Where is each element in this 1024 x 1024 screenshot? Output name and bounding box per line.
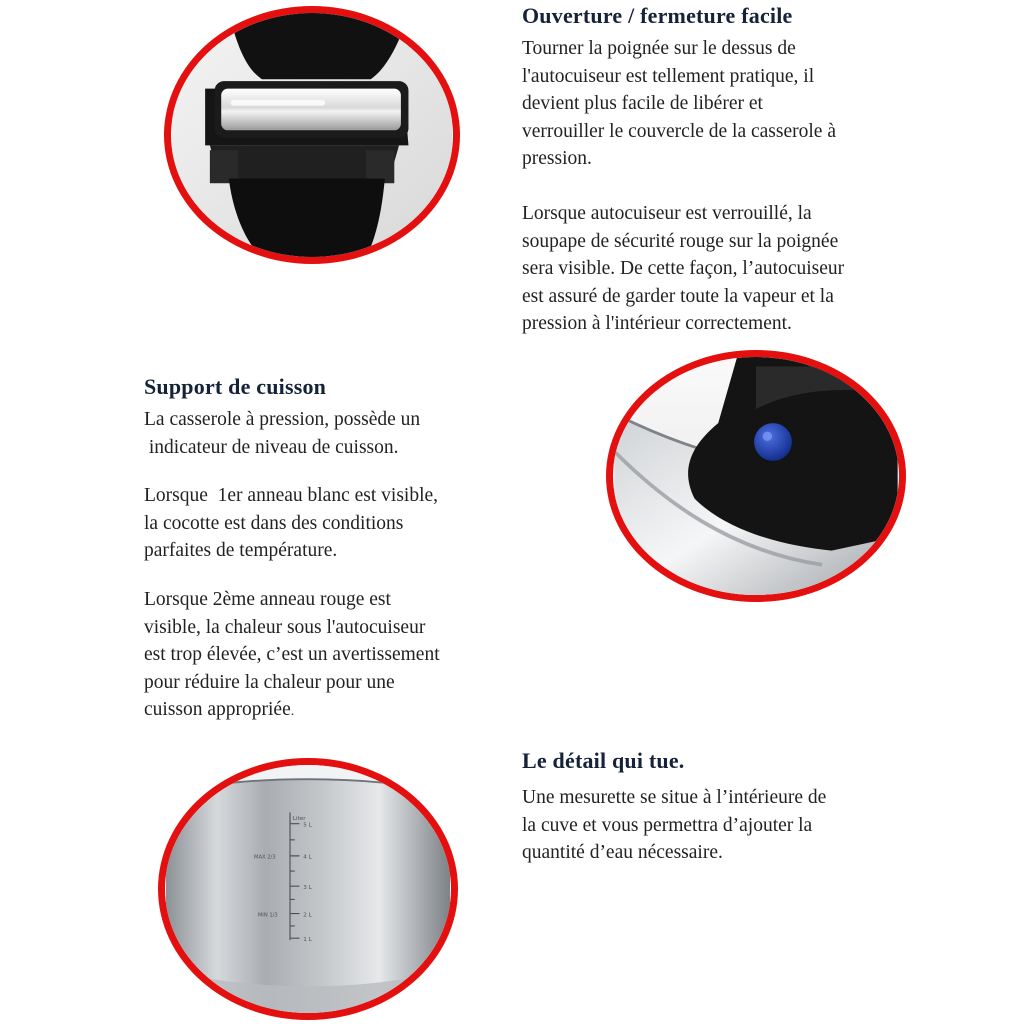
measuring-scale-illustration [165,765,451,1013]
paragraph-opening-1 [522,35,836,173]
text-line: la cocotte est dans des conditions [144,512,404,534]
text-line: Lorsque autocuiseur est verrouillé, la [522,203,812,224]
section-title-support: Support de cuisson [144,374,327,399]
pot-handle-image [164,6,460,264]
text-line: Une mesurette se situe à l’intérieure de [522,787,827,808]
pot-handle-illustration [171,13,453,257]
text-line: est trop élevée, c’est un avertissement [144,644,440,665]
scale-max-label: MAX 2/3 [254,854,276,861]
blue-valve-indicator [754,423,792,461]
text-line-last: cuisson appropriée [144,699,291,720]
text-line: est assuré de garder toute la vapeur et la [522,285,834,307]
scale-unit: Liter [292,815,306,822]
text-line: La casserole à pression, possède un [144,409,421,430]
text-line: verrouiller le couvercle de la casserole à [522,120,836,142]
section-title-opening: Ouverture / fermeture facile [522,3,793,28]
measuring-scale-image [158,758,458,1020]
text-line: parfaites de température. [144,540,338,561]
safety-valve-illustration [613,357,899,595]
paragraph-support-2 [144,482,438,565]
text-line: visible, la chaleur sous l'autocuiseur [144,616,426,638]
text-line: indicateur de niveau de cuisson. [144,436,399,458]
text-line: la cuve et vous permettra d’ajouter la [522,814,813,836]
safety-valve-image [606,350,906,602]
paragraph-support-1 [144,406,420,461]
text-line-tail: . [290,704,295,719]
text-line: l'autocuiseur est tellement pratique, il [522,65,815,87]
text-line: Tourner la poignée sur le dessus de [522,38,796,59]
text-line: sera visible. De cette façon, l’autocuiseur [522,258,845,279]
text-line: quantité d’eau nécessaire. [522,842,723,863]
scale-tick-label: 4 L [303,854,312,861]
paragraph-support-3 [144,586,440,726]
scale-tick-label: 1 L [303,937,312,944]
text-line: pour réduire la chaleur pour une [144,671,395,693]
section-title-detail: Le détail qui tue. [522,748,685,773]
scale-tick-label: 2 L [303,912,312,919]
scale-min-label: MIN 1/3 [257,912,278,919]
scale-tick-label: 3 L [303,885,312,891]
text-line: pression. [522,148,592,169]
text-line: Lorsque 2ème anneau rouge est [144,589,391,610]
text-line: devient plus facile de libérer et [522,93,763,114]
text-line: Lorsque 1er anneau blanc est visible, [144,485,439,506]
scale-tick-label: 5 L [303,822,312,829]
paragraph-detail-1 [522,784,826,867]
text-line: soupape de sécurité rouge sur la poignée [522,230,839,252]
paragraph-opening-2 [522,200,844,338]
text-line: pression à l'intérieur correctement. [522,313,792,334]
text-line [144,696,440,726]
